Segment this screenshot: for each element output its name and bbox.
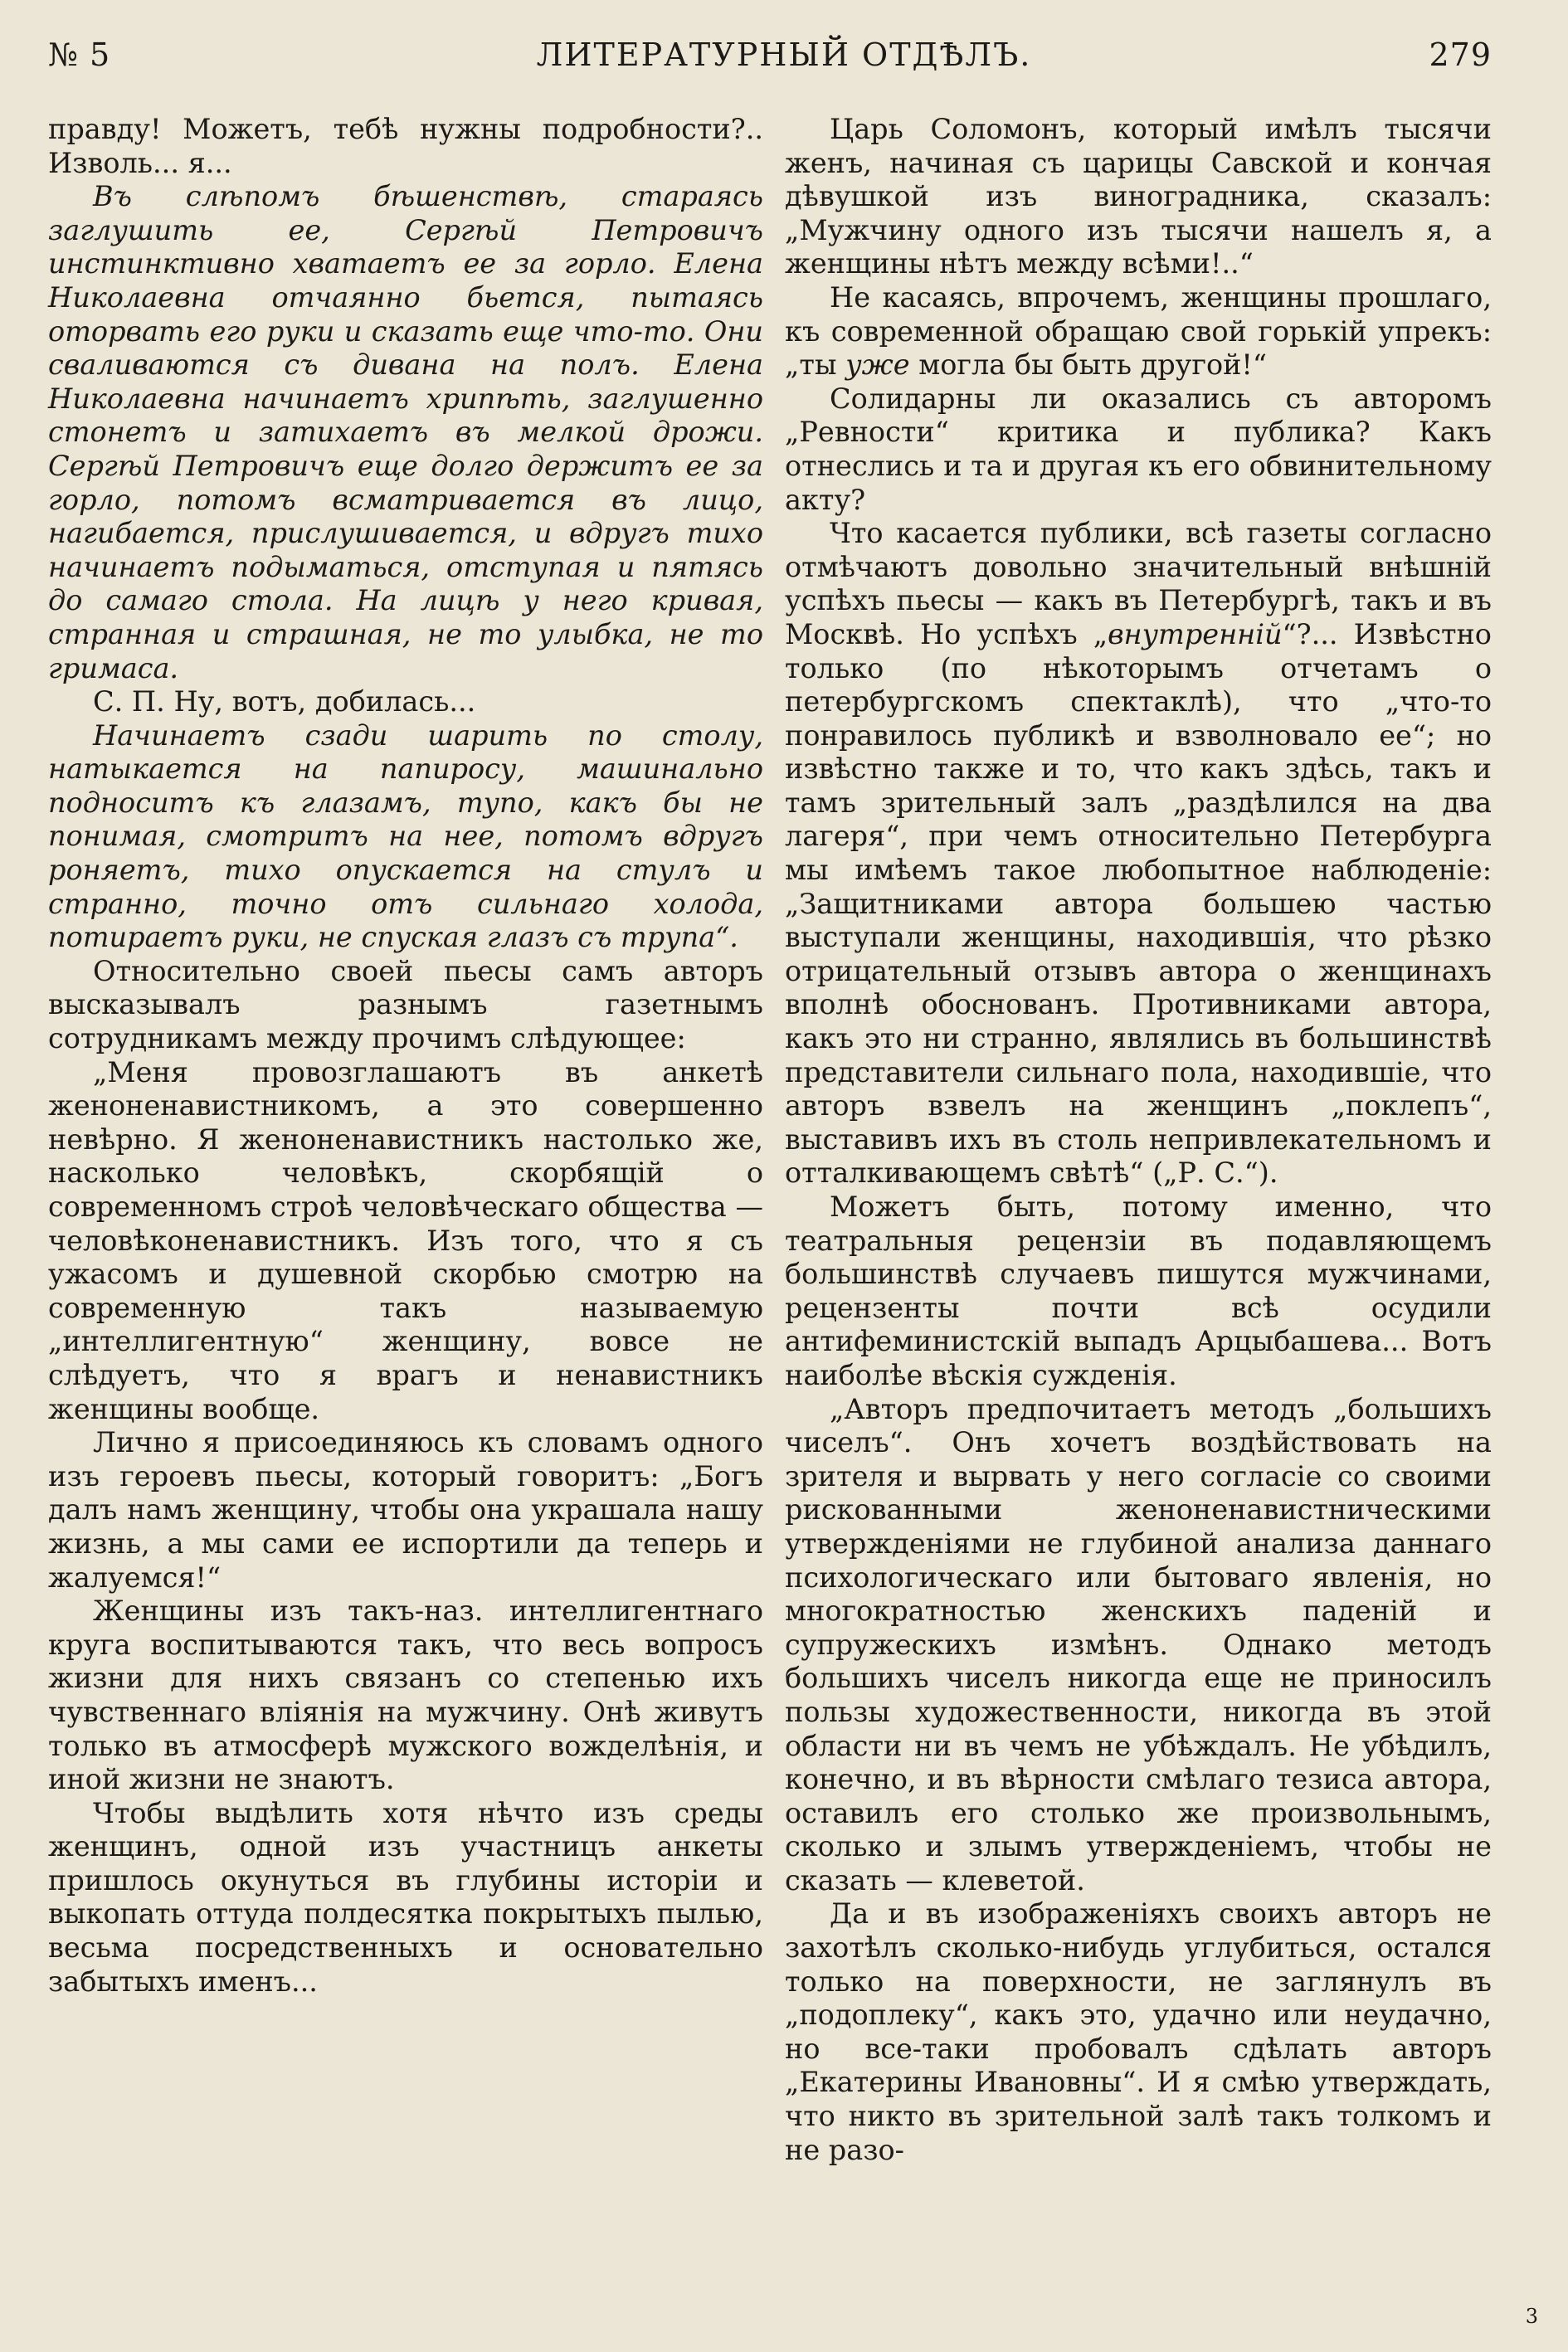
dialogue-line: С. П. Ну, вотъ, добилась... (93, 685, 476, 718)
paragraph (785, 517, 1492, 1191)
text-run: Не касаясь, впрочемъ, женщины прошлаго, къ современной обращаю свой горькій упрекъ: „ты (785, 280, 1492, 382)
signature-mark: 3 (1525, 2305, 1538, 2328)
paragraph: Относительно своей пьесы самъ авторъ высказывалъ разнымъ газетнымъ сотрудникамъ между прочимъ слѣдующее: (48, 954, 763, 1055)
section-title: ЛИТЕРАТУРНЫЙ ОТДѢЛЪ. (536, 37, 1032, 73)
text-run: Что касается публики, всѣ газеты согласно отмѣчаютъ довольно значительный внѣшній успѣхъ пьесы — какъ въ Петербургѣ, такъ и въ Москвѣ. Но успѣхъ „ (785, 517, 1492, 650)
right-column (785, 113, 1492, 2167)
paragraph: Лично я присоединяюсь къ словамъ одного изъ героевъ пьесы, который говоритъ: „Богъ далъ намъ женщину, чтобы она украшала нашу жизнь, а мы сами ее испортили да теперь и жалуемся!“ (48, 1426, 763, 1594)
text-run: могла бы быть другой!“ (909, 348, 1268, 382)
emphasis: внутренній (1108, 617, 1283, 650)
paragraph: Да и въ изображеніяхъ своихъ авторъ не захотѣлъ сколько-нибудь углубиться, остался только на поверхности, не заглянулъ въ „подоплеку“, какъ это, удачно или неудачно, но все-таки пробовалъ сдѣлать авторъ „Екатерины Ивановны“. И я смѣю утверждать, что никто въ зрительной залѣ такъ толкомъ и не разо- (785, 1897, 1492, 2166)
paragraph: Женщины изъ такъ-наз. интеллигентнаго круга воспитываются такъ, что весь вопросъ жизни для нихъ связанъ со степенью ихъ чувственнаго вліянія на мужчину. Онѣ живутъ только въ атмосферѣ мужского вожделѣнія, и иной жизни не знаютъ. (48, 1595, 763, 1796)
stage-direction: Начинаетъ сзади шарить по столу, натыкается на папиросу, машинально подноситъ къ глазамъ, тупо, какъ бы не понимая, смотритъ на нее, потомъ вдругъ роняетъ, тихо опускается на стулъ и странно, точно отъ сильнаго холода, потираетъ руки, не спуская глазъ съ трупа“. (48, 718, 763, 954)
paragraph: Солидарны ли оказались съ авторомъ „Ревности“ критика и публика? Какъ отнеслись и та и другая къ его обвинительному акту? (785, 382, 1492, 516)
paragraph (785, 281, 1492, 382)
issue-number: № 5 (48, 37, 111, 73)
emphasis: уже (845, 348, 910, 382)
paragraph: Можетъ быть, потому именно, что театральныя рецензіи въ подавляющемъ большинствѣ случаевъ пишутся мужчинами, рецензенты почти всѣ осудили антифеминистскій выпадъ Арцыбашева... Вотъ наиболѣе вѣскія сужденія. (785, 1191, 1492, 1391)
paragraph: „Авторъ предпочитаетъ методъ „большихъ чиселъ“. Онъ хочетъ воздѣйствовать на зрителя и вырвать у него согласіе со своими рискованными женоненавистническими утвержденіями не глубиной анализа даннаго психологическаго или бытоваго явленія, но многократностью женскихъ паденій и супружескихъ измѣнъ. Однако методъ большихъ чиселъ никогда еще не приносилъ пользы художественности, никогда въ этой области ни въ чемъ не убѣждалъ. Не убѣдилъ, конечно, и въ вѣрности смѣлаго тезиса автора, оставилъ его столько же произвольнымъ, сколько и злымъ утвержденіемъ, чтобы не сказать — клеветой. (785, 1392, 1492, 1897)
page-number: 279 (1429, 37, 1492, 73)
paragraph: Царь Соломонъ, который имѣлъ тысячи женъ, начиная съ царицы Савской и кончая дѣвушкой изъ виноградника, сказалъ: „Мужчину одного изъ тысячи нашелъ я, а женщины нѣтъ между всѣми!..“ (785, 113, 1492, 280)
paragraph: „Меня провозглашаютъ въ анкетѣ женоненавистникомъ, а это совершенно невѣрно. Я женоненавистникъ настолько же, насколько человѣкъ, скорбящій о современномъ строѣ человѣческаго общества — человѣконенавистникъ. Изъ того, что я съ ужасомъ и душевной скорбью смотрю на современную такъ называемую „интеллигентную“ женщину, вовсе не слѣдуетъ, что я врагъ и ненавистникъ женщины вообще. (48, 1055, 763, 1425)
left-column (48, 113, 763, 1999)
paragraph: Чтобы выдѣлить хотя нѣчто изъ среды женщинъ, одной изъ участницъ анкеты пришлось окунуться въ глубины исторіи и выкопать оттуда полдесятка покрытыхъ пылью, весьма посредственныхъ и основательно забытыхъ именъ... (48, 1796, 763, 1998)
text-run: “?... Извѣстно только (по нѣкоторымъ отчетамъ о петербургскомъ спектаклѣ), что „что-то понравилось публикѣ и взволновало ее“; но извѣстно также и то, что какъ здѣсь, такъ и тамъ зрительный залъ „раздѣлился на два лагеря“, при чемъ относительно Петербурга мы имѣемъ такое любопытное наблюденіе: „Защитниками автора большею частью выступали женщины, находившія, что рѣзко отрицательный отзывъ автора о женщинахъ вполнѣ обоснованъ. Противниками автора, какъ это ни странно, являлись въ большинствѣ представители сильнаго пола, находившіе, что авторъ взвелъ на женщинъ „поклепъ“, выставивъ ихъ въ столь непривлекательномъ и отталкивающемъ свѣтѣ“ („Р. С.“). (785, 617, 1492, 1190)
paragraph: правду! Можетъ, тебѣ нужны подробности?.. Изволь... я... (48, 113, 763, 179)
stage-direction: Въ слѣпомъ бѣшенствѣ, стараясь заглушить ее, Сергѣй Петровичъ инстинктивно хватаетъ ее за горло. Елена Николаевна отчаянно бьется, пытаясь оторвать его руки и сказать еще что-то. Они сваливаются съ дивана на полъ. Елена Николаевна начинаетъ хрипѣть, заглушенно стонетъ и затихаетъ въ мелкой дрожи. Сергѣй Петровичъ еще долго держитъ ее за горло, потомъ всматривается въ лицо, нагибается, прислушивается, и вдругъ тихо начинаетъ подыматься, отступая и пятясь до самаго стола. На лицѣ у него кривая, странная и страшная, не то улыбка, не то гримаса. (48, 180, 763, 684)
